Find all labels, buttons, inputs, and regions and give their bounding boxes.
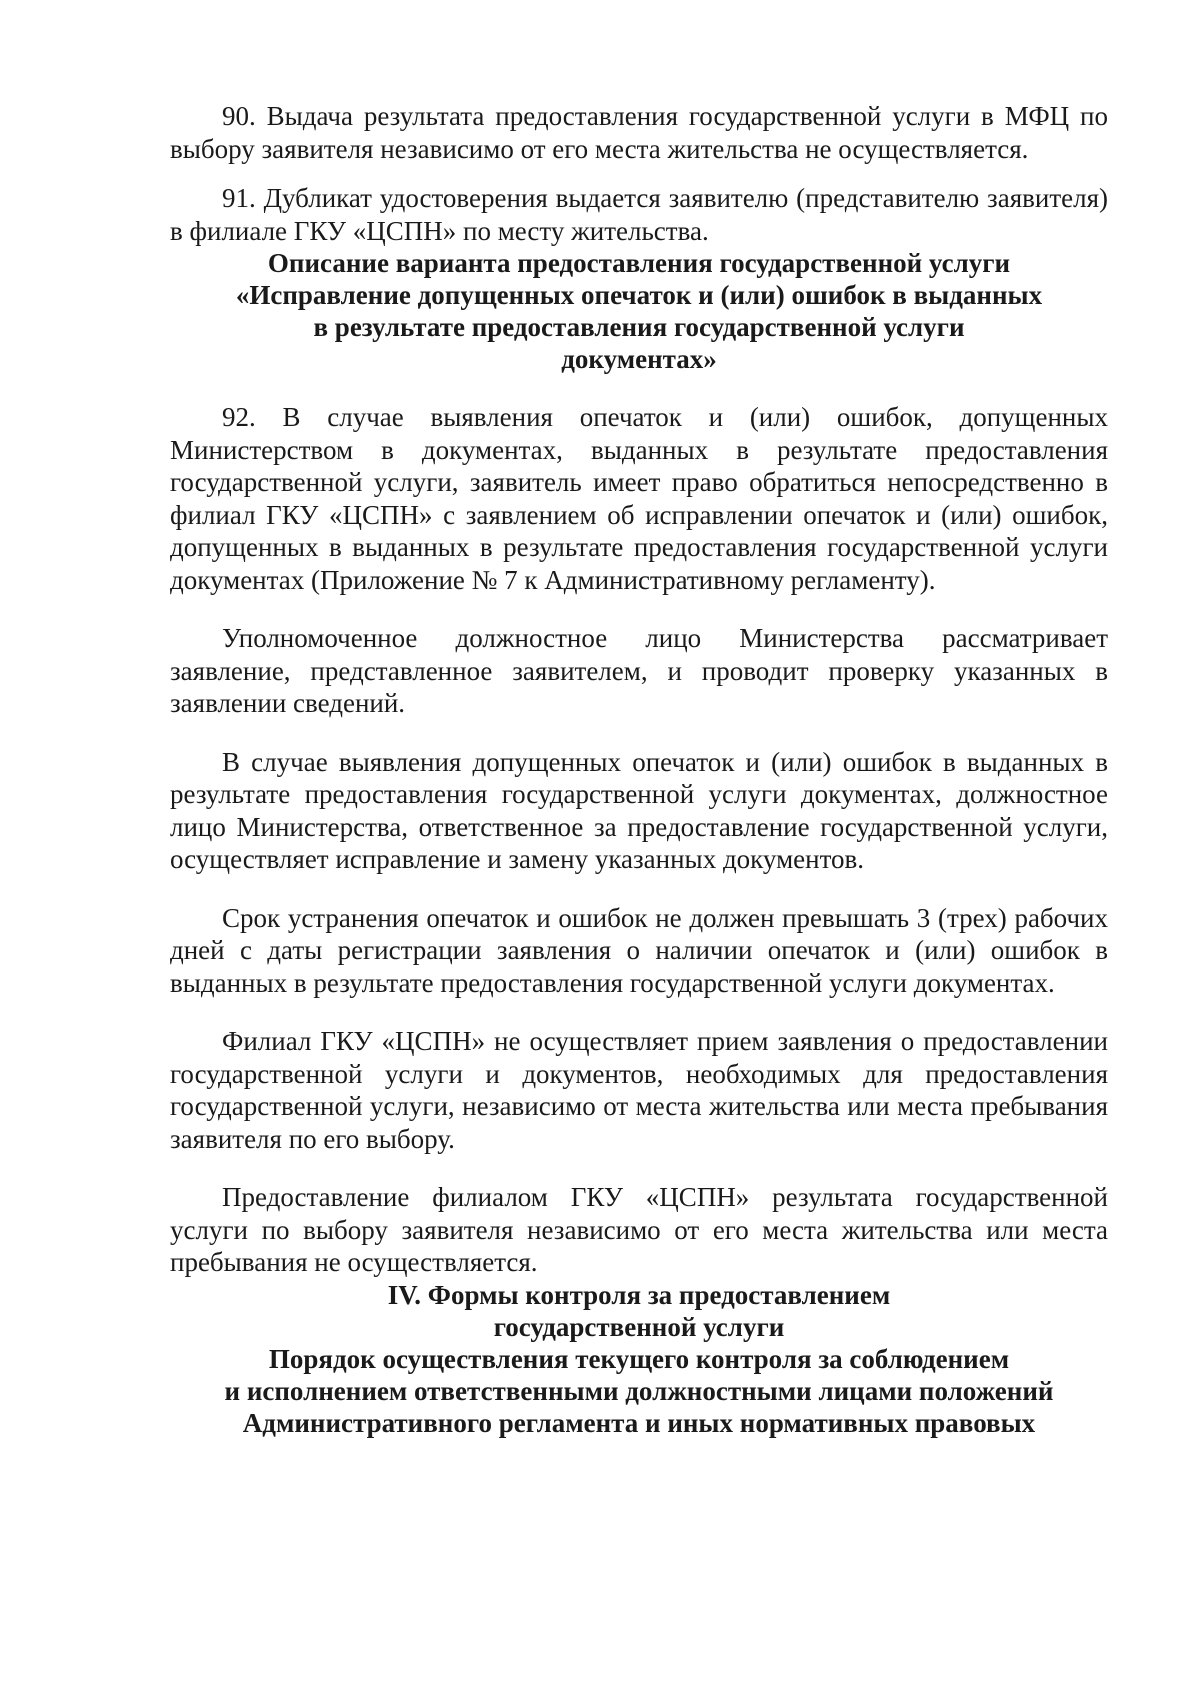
heading-section-4 — [170, 1279, 1108, 1343]
paragraph-correction: В случае выявления допущенных опечаток и (или) ошибок в выданных в результате предоставления государственной услуги документах, должностное лицо Министерства, ответственное за предоставление государственной услуги, осуществляет исправление и замену указанных документов. — [170, 746, 1108, 874]
document-body — [170, 100, 1108, 1439]
heading-line: Описание варианта предоставления государственной услуги — [267, 248, 1011, 278]
heading-line: государственной услуги — [493, 1311, 785, 1342]
heading-variant-description — [170, 247, 1108, 375]
heading-line: в результате предоставления государственной услуги — [313, 312, 965, 342]
heading-line: «Исправление допущенных опечаток и (или) ошибок в выданных — [235, 280, 1043, 310]
paragraph-92: 92. В случае выявления опечаток и (или) ошибок, допущенных Министерством в документах, выданных в результате предоставления государственной услуги, заявитель имеет право обратиться непосредственно в филиал ГКУ «ЦСПН» с заявлением об исправлении опечаток и (или) ошибок, допущенных в выданных в результате предоставления государственной услуги документах (Приложение № 7 к Административному регламенту). — [170, 402, 1108, 595]
heading-line: Порядок осуществления текущего контроля за соблюдением — [268, 1343, 1010, 1374]
heading-line: IV. Формы контроля за предоставлением — [387, 1279, 891, 1310]
heading-line: Административного регламента и иных нормативных правовых — [242, 1407, 1036, 1438]
heading-line: и исполнением ответственными должностными лицами положений — [224, 1375, 1054, 1406]
heading-line: документах» — [561, 344, 717, 374]
heading-current-control — [170, 1343, 1108, 1439]
paragraph-branch-no-result: Предоставление филиалом ГКУ «ЦСПН» результата государственной услуги по выбору заявителя независимо от его места жительства или места пребывания не осуществляется. — [170, 1182, 1108, 1277]
paragraph-90: 90. Выдача результата предоставления государственной услуги в МФЦ по выбору заявителя независимо от его места жительства не осуществляется. — [170, 101, 1108, 164]
paragraph-91: 91. Дубликат удостоверения выдается заявителю (представителю заявителя) в филиале ГКУ «ЦСПН» по месту жительства. — [170, 183, 1108, 246]
paragraph-review: Уполномоченное должностное лицо Министерства рассматривает заявление, представленное заявителем, и проводит проверку указанных в заявлении сведений. — [170, 623, 1108, 718]
paragraph-term: Срок устранения опечаток и ошибок не должен превышать 3 (трех) рабочих дней с даты регистрации заявления о наличии опечаток и (или) ошибок в выданных в результате предоставления государственной услуги документах. — [170, 902, 1108, 998]
paragraph-branch-no-accept: Филиал ГКУ «ЦСПН» не осуществляет прием заявления о предоставлении государственной услуги и документов, необходимых для предоставления государственной услуги, независимо от места жительства или места пребывания заявителя по его выбору. — [170, 1026, 1108, 1154]
